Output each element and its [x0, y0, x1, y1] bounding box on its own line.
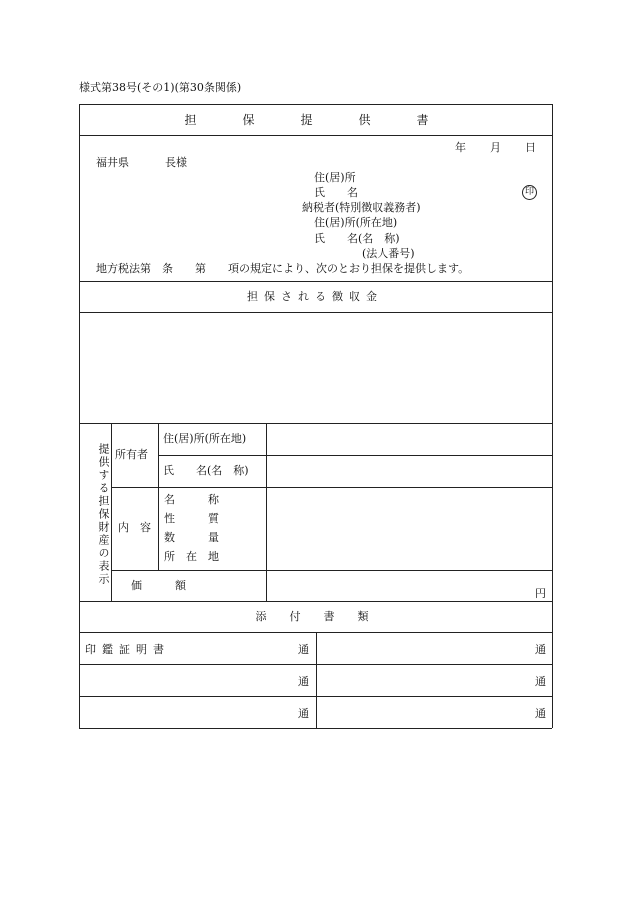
attachment-row-2-right-unit: 通	[535, 675, 546, 688]
obligor-name-label: 氏 名(名 称)	[314, 232, 400, 245]
obligor-label: 納税者(特別徴収義務者)	[302, 201, 421, 214]
table-right-border	[552, 104, 553, 728]
property-side-label: 提供する担保財産の表示	[97, 443, 110, 586]
content-item-nature: 性 質	[164, 512, 219, 525]
date-year: 年	[455, 141, 466, 154]
attachment-row-1-label: 印鑑証明書	[85, 643, 170, 656]
attachment-row-1-left-unit: 通	[298, 643, 309, 656]
category-divider	[158, 423, 159, 570]
content-item-quantity: 数 量	[164, 531, 219, 544]
section-tax-title: 担保される徴収金	[247, 290, 383, 303]
corporate-number-label: (法人番号)	[362, 247, 415, 260]
content-item-name: 名 称	[164, 493, 219, 506]
title-divider	[79, 135, 552, 136]
attachments-title: 添 付 書 類	[255, 610, 375, 623]
date-month: 月	[490, 141, 501, 154]
attachment-row-3-left-unit: 通	[298, 707, 309, 720]
tax-area-divider	[79, 423, 552, 424]
page-title: 担 保 提 供 書	[184, 113, 446, 127]
obligor-address-label: 住(居)所(所在地)	[314, 216, 398, 229]
table-bottom-border	[79, 728, 552, 729]
attachment-row-2-left-unit: 通	[298, 675, 309, 688]
owner-name-label: 氏 名(名 称)	[163, 464, 249, 477]
seal-icon: 印	[522, 185, 537, 200]
addressee-suffix: 長様	[165, 156, 187, 169]
form-number: 様式第38号(その1)(第30条関係)	[79, 81, 242, 94]
owner-label: 所有者	[115, 448, 148, 461]
applicant-divider	[79, 281, 552, 282]
table-top-border	[79, 104, 552, 105]
content-label: 内 容	[118, 521, 151, 534]
value-label: 価 額	[131, 579, 186, 592]
addressee-prefecture: 福井県	[96, 156, 129, 169]
table-left-border	[79, 104, 80, 728]
tax-header-divider	[79, 312, 552, 313]
field-divider	[266, 423, 267, 601]
attachment-row-3-right-unit: 通	[535, 707, 546, 720]
statement-text: 地方税法第 条 第 項の規定により、次のとおり担保を提供します。	[96, 262, 470, 275]
owner-divider	[158, 455, 552, 456]
applicant-name-label: 氏 名	[314, 186, 358, 199]
attachment-row-1-right-unit: 通	[535, 643, 546, 656]
property-bottom-divider	[79, 601, 552, 602]
attachments-column-divider	[316, 632, 317, 728]
applicant-address-label: 住(居)所	[314, 171, 356, 184]
content-item-location: 所 在 地	[164, 550, 219, 563]
value-divider	[111, 570, 552, 571]
side-label-divider	[111, 423, 112, 601]
content-divider	[111, 487, 552, 488]
owner-address-label: 住(居)所(所在地)	[163, 432, 247, 445]
value-unit: 円	[535, 587, 546, 600]
date-day: 日	[525, 141, 536, 154]
